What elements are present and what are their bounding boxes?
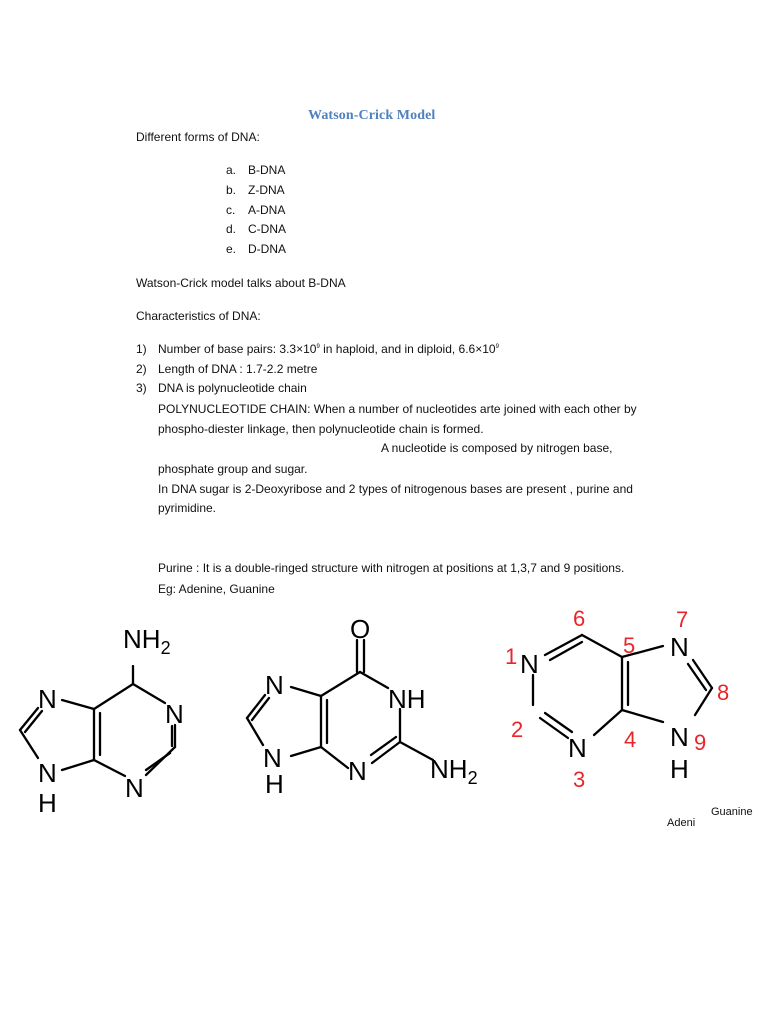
guanine-oxygen: O <box>350 614 371 644</box>
purine-n7: N <box>670 632 689 662</box>
adenine-n3: N <box>125 773 144 803</box>
position-number-3: 3 <box>573 767 586 792</box>
list-item <box>226 242 286 257</box>
position-number-6: 6 <box>573 606 586 631</box>
guanine-n3: N <box>348 756 367 786</box>
list-marker: 2) <box>136 362 147 376</box>
characteristic-item <box>136 381 307 396</box>
list-item <box>226 163 286 178</box>
polynucleotide-line: A nucleotide is composed by nitrogen base, <box>381 441 613 455</box>
position-number-5: 5 <box>623 633 636 658</box>
purine-n9: N <box>670 722 689 752</box>
base-pairs-haploid: Number of base pairs: 3.3×10 <box>158 342 317 356</box>
exponent: 9 <box>316 344 320 350</box>
adenine-amino-label: $NH_2$ <box>123 624 171 658</box>
adenine-n7: N <box>38 684 57 714</box>
position-number-9: 9 <box>694 730 707 755</box>
list-label: C-DNA <box>248 222 286 236</box>
list-marker: b. <box>226 183 237 197</box>
list-marker: e. <box>226 242 237 256</box>
list-marker: 3) <box>136 381 147 395</box>
base-pairs-diploid: in haploid, and in diploid, 6.6×10 <box>319 342 496 356</box>
purine-n9-hydrogen: H <box>670 754 689 784</box>
caption-adenine: Adeni <box>667 817 696 829</box>
forms-heading: Different forms of DNA: <box>136 130 260 144</box>
guanine-nh: NH <box>388 684 426 714</box>
guanine-n9-hydrogen: H <box>265 769 284 799</box>
list-item <box>226 183 285 198</box>
purine-examples: Eg: Adenine, Guanine <box>158 582 275 596</box>
list-label: D-DNA <box>248 242 286 256</box>
characteristic-item <box>136 362 318 377</box>
purine-n1: N <box>520 649 539 679</box>
model-note: Watson-Crick model talks about B-DNA <box>136 276 346 290</box>
polynucleotide-line: phosphate group and sugar. <box>158 462 308 476</box>
purine-definition: Purine : It is a double-ringed structure with nitrogen at positions at 1,3,7 and 9 positions. <box>158 561 625 575</box>
position-number-4: 4 <box>624 727 637 752</box>
position-number-8: 8 <box>717 680 730 705</box>
polynucleotide-line: phospho-diester linkage, then polynucleotide chain is formed. <box>158 422 484 436</box>
position-number-1: 1 <box>505 644 518 669</box>
list-label: A-DNA <box>248 203 286 217</box>
exponent: 9 <box>495 344 499 350</box>
adenine-n9: N <box>38 758 57 788</box>
caption-guanine: Guanine <box>711 806 753 818</box>
purine-structures-figure <box>0 600 768 830</box>
adenine-n9-hydrogen: H <box>38 788 57 818</box>
list-label: B-DNA <box>248 163 286 177</box>
purine-n3: N <box>568 733 587 763</box>
polynucleotide-line: POLYNUCLEOTIDE CHAIN: When a number of nucleotides arte joined with each other by <box>158 402 637 416</box>
guanine-n7: N <box>265 670 284 700</box>
characteristic-text <box>158 342 499 357</box>
list-item <box>226 203 286 218</box>
page-title: Watson-Crick Model <box>308 108 436 123</box>
list-marker: a. <box>226 163 237 177</box>
polynucleotide-line: pyrimidine. <box>158 501 217 515</box>
list-marker: d. <box>226 222 237 236</box>
guanine-amino-label: $NH_2$ <box>430 754 478 788</box>
characteristic-text: DNA is polynucleotide chain <box>158 381 307 395</box>
adenine-n1: N <box>165 699 184 729</box>
list-marker: c. <box>226 203 236 217</box>
list-label: Z-DNA <box>248 183 285 197</box>
list-item <box>226 222 286 237</box>
position-number-2: 2 <box>511 717 524 742</box>
characteristics-heading: Characteristics of DNA: <box>136 309 261 323</box>
characteristic-text: Length of DNA : 1.7-2.2 metre <box>158 362 318 376</box>
position-number-7: 7 <box>676 607 689 632</box>
guanine-n9: N <box>263 743 282 773</box>
list-marker: 1) <box>136 342 147 356</box>
polynucleotide-line: In DNA sugar is 2-Deoxyribose and 2 types of nitrogenous bases are present , purine and <box>158 482 633 496</box>
